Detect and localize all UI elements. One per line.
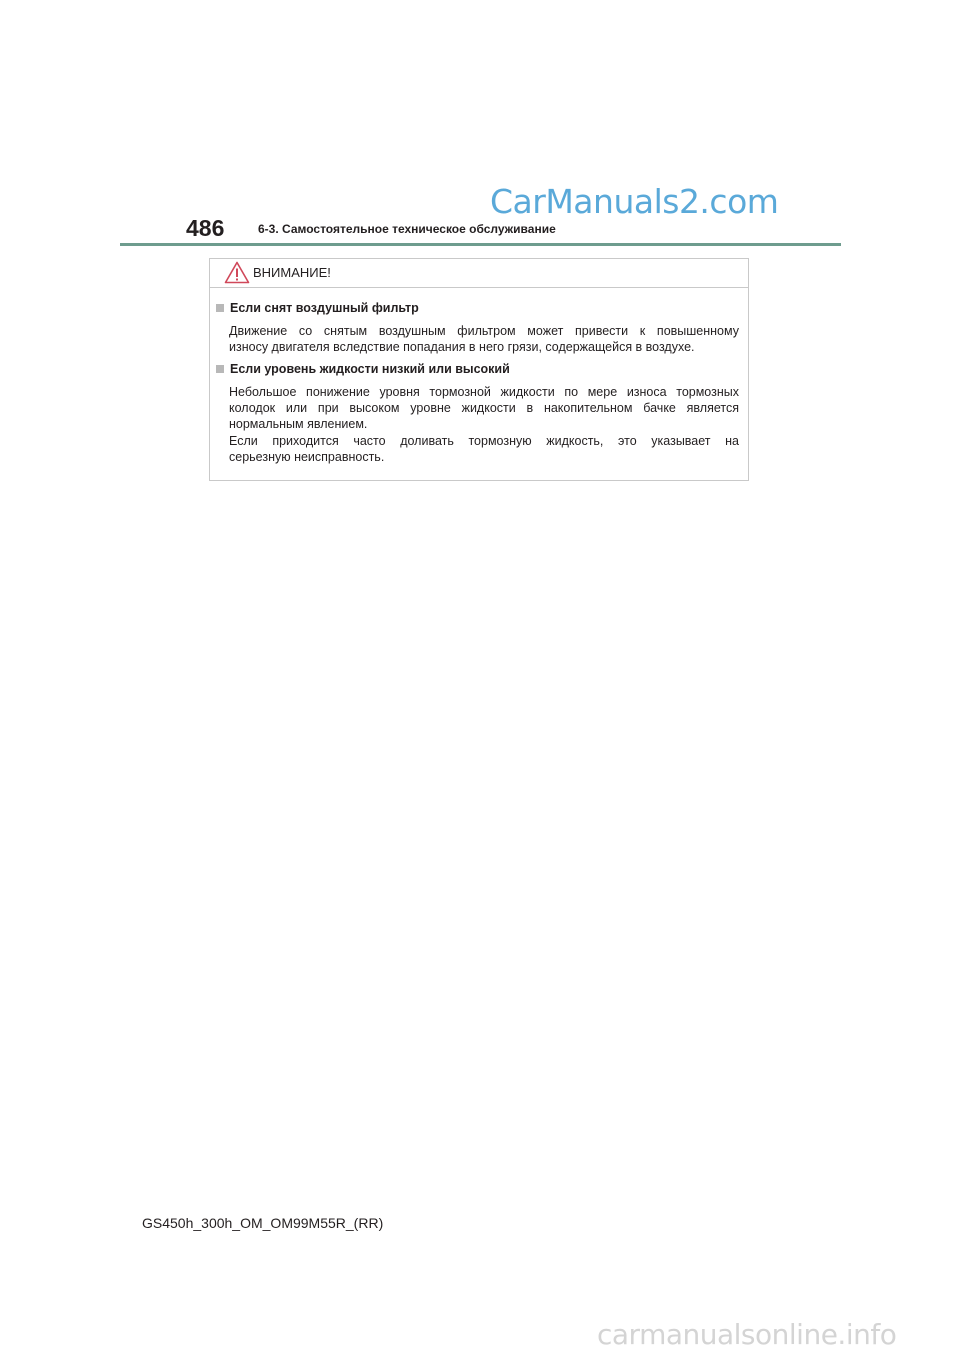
square-bullet-icon <box>216 304 224 312</box>
paragraph-air-filter: Движение со снятым воздушным фильтром может привести к повышенному износу двигателя вследствие попадания в него грязи, содержащейся в воздухе. <box>229 324 739 355</box>
section-title: 6-3. Самостоятельное техническое обслуживание <box>258 222 556 236</box>
header-divider <box>120 243 841 246</box>
caution-label: ВНИМАНИЕ! <box>253 265 331 280</box>
warning-triangle-icon <box>224 261 250 284</box>
paragraph-fluid-level: Небольшое понижение уровня тормозной жидкости по мере износа тормозных колодок или при высоком уровне жидкости в накопительном бачке является нормальным явлением. Если приходится часто доливать тормозную жидкость, это указывает на серьезную неисправность. <box>229 385 739 464</box>
caution-header <box>210 259 748 288</box>
page-number: 486 <box>186 215 225 241</box>
watermark-carmanualsonline: carmanualsonline.info <box>597 1318 897 1351</box>
watermark-carmanuals2: CarManuals2.com <box>490 182 779 221</box>
document-code: GS450h_300h_OM_OM99M55R_(RR) <box>142 1215 384 1231</box>
square-bullet-icon <box>216 365 224 373</box>
subsection-heading-air-filter: Если снят воздушный фильтр <box>216 301 419 315</box>
caution-box <box>209 258 749 481</box>
subsection-heading-fluid-level: Если уровень жидкости низкий или высокий <box>216 362 510 376</box>
